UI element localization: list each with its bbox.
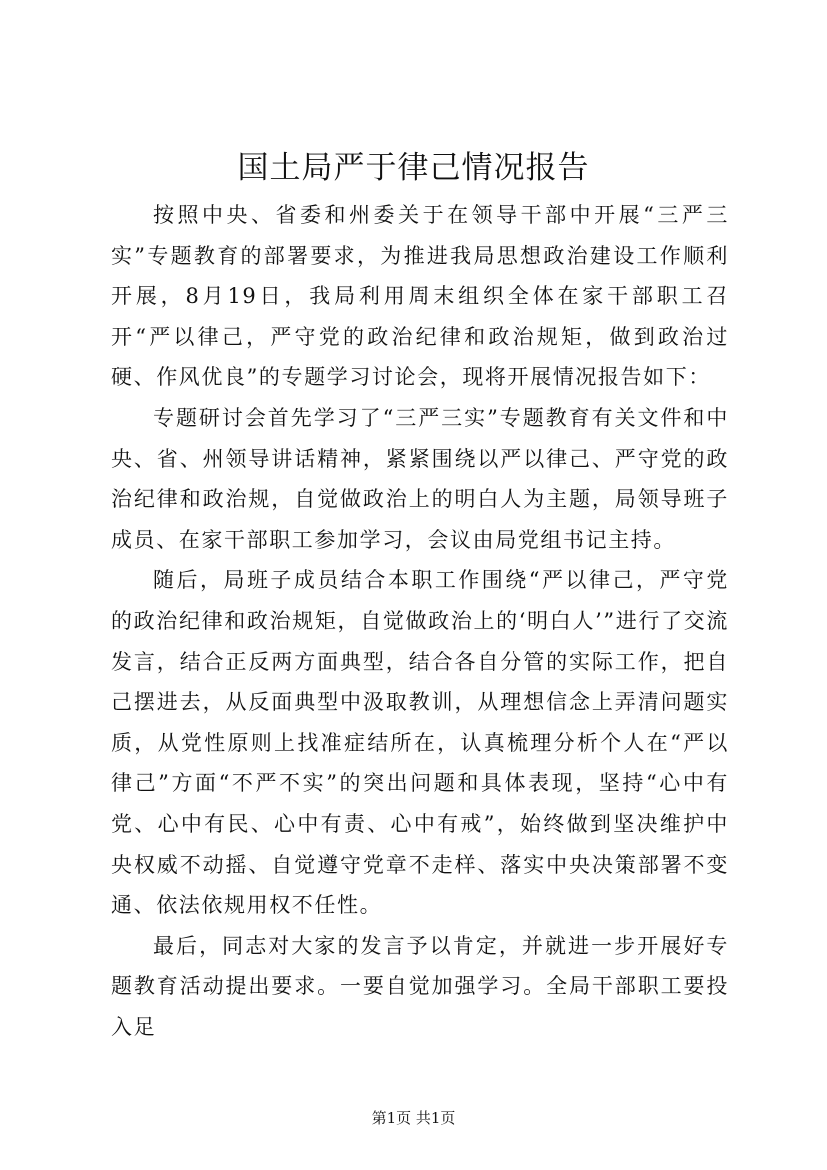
paragraph-conclusion: 最后，同志对大家的发言予以肯定，并就进一步开展好专题教育活动提出要求。一要自觉加强学习。全局干部职工要投入足 xyxy=(111,933,729,1039)
document-title: 国土局严于律己情况报告 xyxy=(237,150,590,186)
paragraph-intro: 按照中央、省委和州委关于在领导干部中开展“三严三实”专题教育的部署要求，为推进我局思想政治建设工作顺利开展，8月19日，我局利用周末组织全体在家干部职工召开“严以律己，严守党的政治纪律和政治规矩，做到政治过硬、作风优良”的专题学习讨论会，现将开展情况报告如下： xyxy=(111,203,729,390)
paragraph-discussion: 随后，局班子成员结合本职工作围绕“严以律己，严守党的政治纪律和政治规矩，自觉做政治上的‘明白人’”进行了交流发言，结合正反两方面典型，结合各自分管的实际工作，把自己摆进去，从反面典型中汲取教训，从理想信念上弄清问题实质，从党性原则上找准症结所在，认真梳理分析个人在“严以律己”方面“不严不实”的突出问题和具体表现，坚持“心中有党、心中有民、心中有责、心中有戒”，始终做到坚决维护中央权威不动摇、自觉遵守党章不走样、落实中央决策部署不变通、依法依规用权不任性。 xyxy=(111,568,729,918)
document-body xyxy=(111,195,729,1047)
page-footer: 第1页 共1页 xyxy=(371,1109,456,1127)
paragraph-seminar: 专题研讨会首先学习了“三严三实”专题教育有关文件和中央、省、州领导讲话精神，紧紧围绕以严以律己、严守党的政治纪律和政治规，自觉做政治上的明白人为主题，局领导班子成员、在家干部职工参加学习，会议由局党组书记主持。 xyxy=(111,405,729,552)
